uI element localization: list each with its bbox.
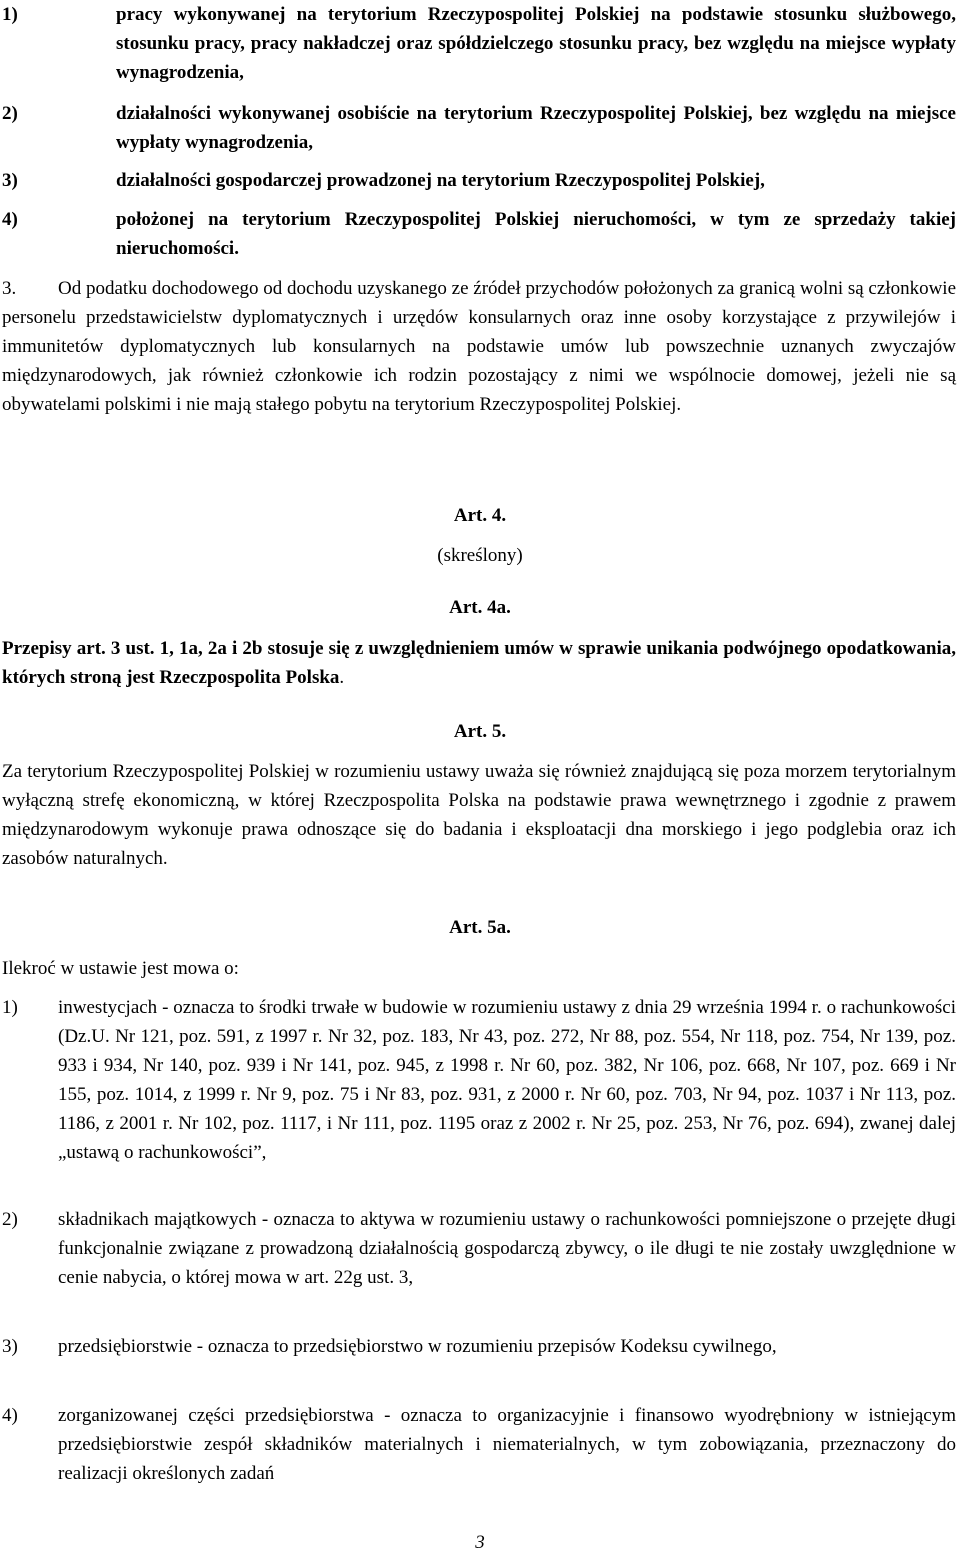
list-text: działalności wykonywanej osobiście na terytorium Rzeczypospolitej Polskiej, bez względu na miejsce wypłaty wynagrodzenia, [116, 103, 956, 153]
definition-item [2, 1205, 956, 1292]
definition-text: przedsiębiorstwie - oznacza to przedsiębiorstwo w rozumieniu przepisów Kodeksu cywilnego, [58, 1336, 777, 1357]
definition-number: 3) [2, 1336, 18, 1357]
paragraph-text: Od podatku dochodowego od dochodu uzyskanego ze źródeł przychodów położonych za granicą wolni są członkowie personelu przedstawicielstw dyplomatycznych i urzędów konsularnych oraz inne osoby korzystające z przywilejów i immunitetów dyplomatycznych lub konsularnych na podstawie umów lub powszechnie uznanych zwyczajów międzynarodowych, jak również członkowie ich rodzin pozostający z nimi we wspólnocie domowej, jeżeli nie są obywatelami polskimi i nie mają stałego pobytu na terytorium Rzeczypospolitej Polskiej. [2, 278, 957, 415]
paragraph-3 [2, 274, 956, 419]
list-number: 2) [2, 103, 18, 124]
article-4a-heading: Art. 4a. [449, 597, 511, 618]
article-4-heading: Art. 4. [453, 505, 507, 526]
list-number: 4) [2, 209, 18, 230]
list-text: położonej na terytorium Rzeczypospolitej Polskiej nieruchomości, w tym ze sprzedaży takiej nieruchomości. [116, 209, 956, 259]
definition-text: inwestycjach - oznacza to środki trwałe w budowie w rozumieniu ustawy z dnia 29 września 1994 r. o rachunkowości (Dz.U. Nr 121, poz. 591, z 1997 r. Nr 32, poz. 183, Nr 43, poz. 272, Nr 88, poz. 554, Nr 118, poz. 754, Nr 139, poz. 933 i 934, Nr 140, poz. 939 i Nr 141, poz. 945, z 1998 r. Nr 60, poz. 382, Nr 106, poz. 668, Nr 107, poz. 669 i Nr 155, poz. 1014, z 1999 r. Nr 9, poz. 75 i Nr 83, poz. 931, z 2000 r. Nr 60, poz. 703, Nr 94, poz. 1037 i Nr 113, poz. 1186, z 2001 r. Nr 102, poz. 1117, i Nr 111, poz. 1195 oraz z 2002 r. Nr 25, poz. 253, Nr 76, poz. 694), zwanej dalej „ustawą o rachunkowości”, [58, 997, 956, 1163]
list-item [2, 205, 956, 263]
article-4a-text-c: . [339, 667, 345, 688]
list-item [2, 0, 956, 87]
definition-text: zorganizowanej części przedsiębiorstwa - oznacza to organizacyjnie i finansowo wyodrębniony w istniejącym przedsiębiorstwie zespół składników materialnych i niematerialnych, w tym zobowiązania, przeznaczony do realizacji określonych zadań [58, 1405, 956, 1484]
page-number: 3 [475, 1532, 485, 1553]
article-5-heading: Art. 5. [453, 721, 507, 742]
definition-item [2, 993, 956, 1167]
article-5a-heading: Art. 5a. [449, 917, 511, 938]
list-item [2, 166, 956, 195]
article-4a-text [2, 634, 956, 692]
list-text: pracy wykonywanej na terytorium Rzeczypospolitej Polskiej na podstawie stosunku służbowego, stosunku pracy, pracy nakładczej oraz spółdzielczego stosunku pracy, bez względu na miejsce wypłaty wynagrodzenia, [116, 4, 956, 83]
article-4-text: (skreślony) [437, 545, 523, 566]
list-number: 1) [2, 4, 18, 25]
definition-number: 1) [2, 997, 18, 1018]
article-5-text: Za terytorium Rzeczypospolitej Polskiej w rozumieniu ustawy uważa się również znajdującą się poza morzem terytorialnym wyłączną strefę ekonomiczną, w której Rzeczpospolita Polska na podstawie prawa wewnętrznego i zgodnie z prawem międzynarodowym wykonuje prawa odnoszące się do badania i eksploatacji dna morskiego i jego podglebia oraz ich zasobów naturalnych. [2, 761, 956, 869]
article-4a-text-a: Przepisy art. 3 ust. [2, 638, 160, 659]
definition-item [2, 1332, 956, 1361]
definition-number: 2) [2, 1209, 18, 1230]
article-5a-intro: Ilekroć w ustawie jest mowa o: [2, 958, 239, 979]
list-number: 3) [2, 170, 18, 191]
list-text: działalności gospodarczej prowadzonej na terytorium Rzeczypospolitej Polskiej, [116, 170, 765, 191]
definition-text: składnikach majątkowych - oznacza to aktywa w rozumieniu ustawy o rachunkowości pomniejszone o przejęte długi funkcjonalnie związane z prowadzoną działalnością gospodarczą zbywcy, o ile długi te nie zostały uwzględnione w cenie nabycia, o której mowa w art. 22g ust. 3, [58, 1209, 956, 1288]
definition-item [2, 1401, 956, 1488]
article-4a-text-b: 1, 1a, 2a i 2b stosuje się z uwzględnieniem umów w sprawie unikania podwójnego opodatkowania, których stroną jest Rzeczpospolita Polska [2, 638, 956, 688]
paragraph-number: 3. [2, 278, 17, 299]
definition-number: 4) [2, 1405, 18, 1426]
list-item [2, 99, 956, 157]
